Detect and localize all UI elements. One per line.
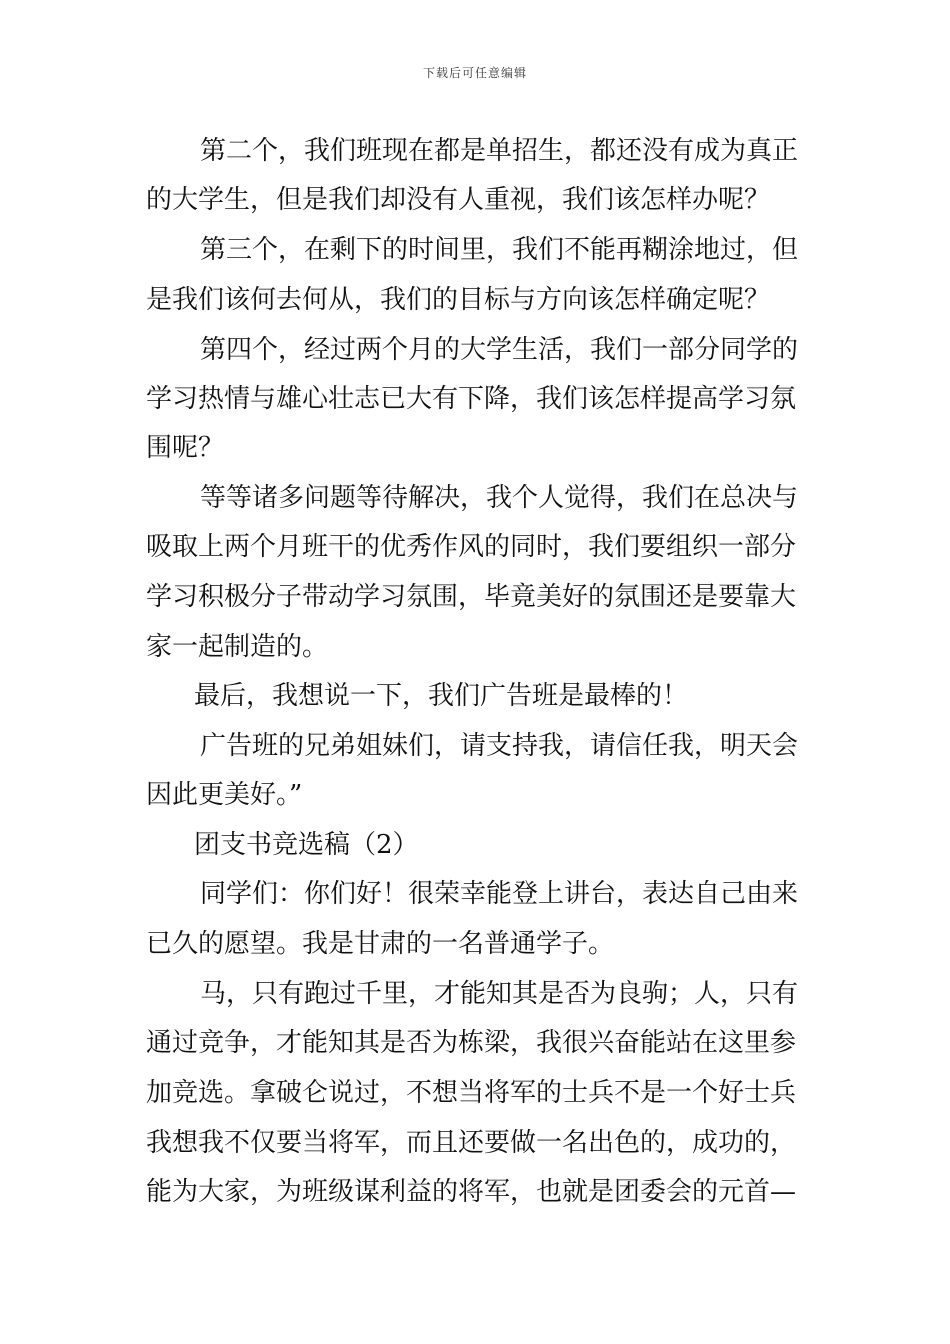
section-heading: 团支书竞选稿（2）: [194, 830, 419, 860]
paragraph-line: 加竞选。拿破仑说过，不想当将军的士兵不是一个好士兵: [146, 1078, 797, 1108]
paragraph-line: 马，只有跑过千里，才能知其是否为良驹；人，只有: [200, 979, 799, 1009]
paragraph-line: 因此更美好。”: [146, 780, 303, 810]
page-header: 下载后可任意编辑: [422, 66, 527, 80]
paragraph-line: 家一起制造的。: [146, 632, 329, 662]
paragraph-line: 等等诸多问题等待解决，我个人觉得，我们在总决与: [200, 483, 799, 513]
paragraph-line: 学习热情与雄心壮志已大有下降，我们该怎样提高学习氛: [146, 384, 797, 414]
paragraph-line: 能为大家，为班级谋利益的将军，也就是团委会的元首—: [146, 1177, 797, 1207]
paragraph-line: 同学们：你们好！很荣幸能登上讲台，表达自己由来: [200, 879, 799, 909]
paragraph-line: 通过竞争，才能知其是否为栋梁，我很兴奋能站在这里参: [146, 1028, 797, 1058]
paragraph-line: 第四个，经过两个月的大学生活，我们一部分同学的: [200, 335, 799, 365]
paragraph-line: 的大学生，但是我们却没有人重视，我们该怎样办呢？: [146, 185, 771, 215]
paragraph-line: 是我们该何去何从，我们的目标与方向该怎样确定呢？: [146, 285, 771, 315]
paragraph-line: 吸取上两个月班干的优秀作风的同时，我们要组织一部分: [146, 532, 797, 562]
paragraph-line: 已久的愿望。我是甘肃的一名普通学子。: [146, 929, 615, 959]
paragraph-line: 广告班的兄弟姐妹们，请支持我，请信任我，明天会: [200, 731, 799, 761]
paragraph-line: 围呢？: [146, 433, 225, 463]
paragraph-line: 第三个，在剩下的时间里，我们不能再糊涂地过，但: [200, 235, 799, 265]
paragraph-line: 学习积极分子带动学习氛围，毕竟美好的氛围还是要靠大: [146, 582, 797, 612]
paragraph-line: 最后，我想说一下，我们广告班是最棒的！: [194, 681, 689, 711]
paragraph-line: 我想我不仅要当将军，而且还要做一名出色的，成功的，: [146, 1128, 797, 1158]
paragraph-line: 第二个，我们班现在都是单招生，都还没有成为真正: [200, 136, 799, 166]
